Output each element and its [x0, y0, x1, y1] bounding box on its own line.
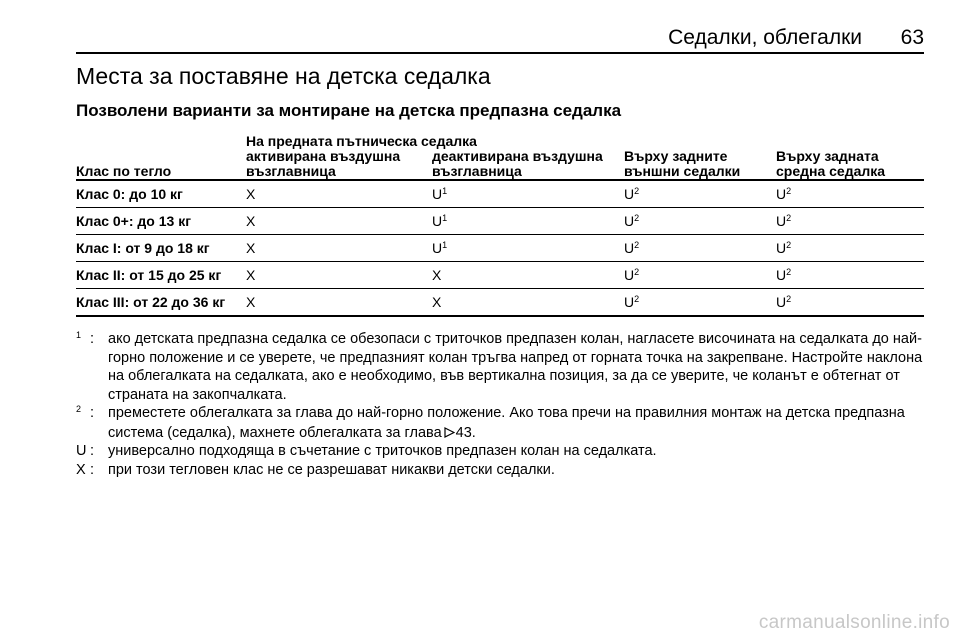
cell-value: U: [624, 240, 635, 256]
footnote-text: [108, 330, 926, 404]
footnote-key: X: [76, 461, 86, 478]
cell-value: X: [246, 240, 256, 256]
cell-footnote-ref: 2: [786, 240, 792, 250]
cell-value: U: [432, 186, 443, 202]
footnote-body: ако детската предпазна седалка се обезопаси с триточков предпазен колан, нагласете височината на седалката до най-горно положение и се уверете, че предпазният колан тръгва напред от горната точка на закрепване. Настройте наклона на облегалката на седалката, ако е необходимо, във вертикална позиция, за да се уверите, че коланът е обтегнат от страната на закопчалката.: [108, 331, 923, 403]
cell-footnote-ref: 2: [634, 267, 640, 277]
cell-footnote-ref: 1: [442, 213, 448, 223]
table-cell: [432, 180, 624, 208]
cell-footnote-ref: 2: [786, 294, 792, 304]
table-cell: [246, 235, 432, 262]
cell-value: U: [432, 213, 443, 229]
table-cell: [776, 289, 924, 317]
row-label: Клас 0+: до 13 кг: [76, 208, 246, 235]
footnote-key: [76, 330, 90, 404]
page-number: 63: [900, 26, 924, 49]
cell-value: U: [432, 240, 443, 256]
table-cell: [624, 262, 776, 289]
footnote-separator: :: [90, 331, 95, 347]
footnote: [76, 442, 926, 461]
cell-footnote-ref: 2: [634, 294, 640, 304]
cell-value: U: [624, 213, 635, 229]
table-row: [76, 180, 924, 208]
table-cell: [776, 262, 924, 289]
footnote-separator: :: [90, 405, 95, 421]
footnote-text: [108, 461, 926, 480]
footnote-text: [108, 442, 926, 461]
child-seat-table: [76, 134, 924, 317]
table-cell: [246, 208, 432, 235]
cell-value: U: [776, 213, 787, 229]
column-header-rear-center: Върху задната средна седалка: [776, 149, 924, 180]
page-reference[interactable]: 43.: [455, 424, 476, 441]
table-row: [76, 208, 924, 235]
table-cell: [776, 180, 924, 208]
cell-value: U: [624, 186, 635, 202]
running-header-title: Седалки, облегалки: [668, 26, 862, 49]
table-cell: [432, 208, 624, 235]
table-corner-cell: [76, 134, 246, 149]
table-cell: [246, 262, 432, 289]
cell-value: U: [776, 186, 787, 202]
table-cell: [246, 180, 432, 208]
footnote-body: при този тегловен клас не се разрешават никакви детски седалки.: [108, 461, 555, 478]
table-cell: [246, 289, 432, 317]
table-cell: [624, 180, 776, 208]
table-cell: [624, 235, 776, 262]
footnote-key: [76, 404, 90, 442]
table-cell: [776, 235, 924, 262]
table-cell: [432, 262, 624, 289]
row-label: Клас 0: до 10 кг: [76, 180, 246, 208]
cell-value: U: [776, 294, 787, 310]
cell-value: U: [624, 294, 635, 310]
footnote-text: [108, 404, 926, 442]
table-cell: [624, 289, 776, 317]
footnote-separator: :: [90, 443, 95, 459]
footnote-separator: :: [90, 461, 95, 478]
footnote: [76, 330, 926, 404]
table-cell: [432, 235, 624, 262]
cell-value: U: [624, 267, 635, 283]
group-header-front-seat: На предната пътническа седалка: [246, 133, 477, 149]
table-cell: [624, 208, 776, 235]
footnote-body: преместете облегалката за глава до най-горно положение. Ако това пречи на правилния монтаж на детска предпазна система (седалка), махнете облегалката за глава: [108, 405, 905, 441]
cell-footnote-ref: 2: [634, 213, 640, 223]
table-cell: [432, 289, 624, 317]
cell-footnote-ref: 1: [442, 186, 448, 196]
section-title: Места за поставяне на детска седалка: [76, 63, 491, 89]
cell-value: X: [432, 267, 442, 283]
subtitle: Позволени варианти за монтиране на детска предпазна седалка: [76, 101, 622, 120]
column-header-weight-class: Клас по тегло: [76, 149, 246, 180]
footnote-key: U: [76, 443, 87, 459]
cell-footnote-ref: 2: [634, 240, 640, 250]
table-row: [76, 289, 924, 317]
cell-footnote-ref: 1: [442, 240, 448, 250]
footnote-body: универсално подходяща в съчетание с триточков предпазен колан на седалката.: [108, 443, 657, 459]
cell-value: X: [246, 267, 256, 283]
footnote-marker: 1: [76, 330, 82, 340]
cell-footnote-ref: 2: [786, 267, 792, 277]
table-row: [76, 235, 924, 262]
cell-footnote-ref: 2: [634, 186, 640, 196]
column-header-rear-outer: Върху задните външни седалки: [624, 149, 776, 180]
cell-value: U: [776, 267, 787, 283]
cell-footnote-ref: 2: [786, 186, 792, 196]
row-label: Клас III: от 22 до 36 кг: [76, 289, 246, 317]
table-body: [76, 180, 924, 316]
row-label: Клас II: от 15 до 25 кг: [76, 262, 246, 289]
table-cell: [776, 208, 924, 235]
cell-value: X: [246, 213, 256, 229]
cell-value: X: [246, 186, 256, 202]
footnote: [76, 404, 926, 442]
watermark: carmanualsonline.info: [758, 612, 950, 633]
footnotes: [76, 330, 926, 479]
column-header-airbag-off: деактивирана въздушна възглавница: [432, 149, 624, 180]
cell-value: X: [432, 294, 442, 310]
column-header-airbag-on: активирана въздушна възглавница: [246, 149, 432, 180]
cell-footnote-ref: 2: [786, 213, 792, 223]
footnote-marker: 2: [76, 404, 82, 414]
page-reference-icon: [444, 423, 455, 442]
table-row: [76, 262, 924, 289]
cell-value: U: [776, 240, 787, 256]
row-label: Клас I: от 9 до 18 кг: [76, 235, 246, 262]
footnote: [76, 461, 926, 480]
page-header: [76, 26, 924, 54]
cell-value: X: [246, 294, 256, 310]
